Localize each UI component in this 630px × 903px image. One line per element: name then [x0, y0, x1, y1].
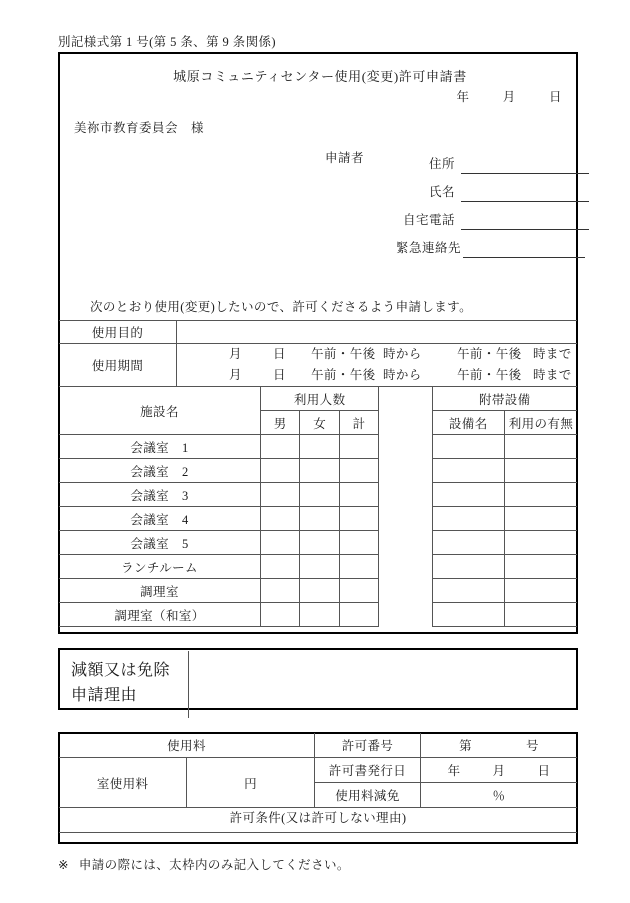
facility-total[interactable] — [339, 483, 378, 507]
facility-name: 調理室（和室） — [59, 603, 261, 627]
permit-number-value[interactable] — [421, 733, 578, 758]
spacer-cell — [379, 531, 432, 555]
note-mark-icon: ※ — [58, 858, 69, 872]
equipment-name[interactable] — [432, 435, 504, 459]
period2-ampm-to: 午前・午後 — [457, 368, 522, 382]
facility-female[interactable] — [300, 603, 339, 627]
applicant-address-input[interactable] — [461, 154, 589, 174]
facility-male[interactable] — [261, 531, 300, 555]
page-title: 城原コミュニティセンター使用(変更)許可申請書 — [173, 69, 467, 84]
header-equipment-name: 設備名 — [432, 411, 504, 435]
table-row — [59, 483, 577, 507]
conditions-row — [59, 808, 577, 833]
spacer-cell — [379, 483, 432, 507]
period2-day: 日 — [273, 368, 286, 382]
note-text: 申請の際には、太枠内のみ記入してください。 — [78, 858, 350, 872]
period1-day: 日 — [273, 347, 286, 361]
facility-total[interactable] — [339, 555, 378, 579]
fee-block — [58, 732, 578, 844]
reduction-label-line1: 減額又は免除 — [71, 662, 171, 679]
facility-name: 会議室 4 — [59, 507, 261, 531]
period-value[interactable] — [177, 344, 578, 387]
equipment-use[interactable] — [504, 579, 577, 603]
fee-reduction-value[interactable]: ％ — [421, 783, 578, 808]
header-equipment-use: 利用の有無 — [504, 411, 577, 435]
equipment-name[interactable] — [432, 507, 504, 531]
fee-header-row — [59, 733, 577, 758]
issue-year: 年 — [447, 764, 461, 778]
equipment-name[interactable] — [432, 579, 504, 603]
reduction-table — [59, 649, 577, 720]
applicant-section — [325, 146, 589, 258]
facility-female[interactable] — [300, 555, 339, 579]
facility-male[interactable] — [261, 483, 300, 507]
applicant-address-row — [387, 146, 589, 174]
applicant-emergency-label: 緊急連絡先 — [395, 241, 461, 255]
fee-reduction-label: 使用料減免 — [315, 783, 421, 808]
equipment-use[interactable] — [504, 435, 577, 459]
period1-ampm-to: 午前・午後 — [457, 347, 522, 361]
request-statement: 次のとおり使用(変更)したいので、許可くださるよう申請します。 — [90, 300, 472, 314]
applicant-name-label: 氏名 — [428, 185, 455, 199]
period-line-1 — [177, 344, 577, 365]
form-number: 別記様式第 1 号(第 5 条、第 9 条関係) — [58, 35, 276, 49]
equipment-use[interactable] — [504, 507, 577, 531]
date-year-label: 年 — [456, 90, 470, 104]
applicant-address-label: 住所 — [428, 157, 455, 171]
reduction-block — [58, 648, 578, 710]
period-line-2 — [177, 365, 577, 386]
equipment-name[interactable] — [432, 459, 504, 483]
facility-total[interactable] — [339, 435, 378, 459]
table-row — [59, 603, 577, 627]
period1-from: 時から — [383, 347, 422, 361]
spacer-column-cell — [379, 411, 432, 435]
equipment-name[interactable] — [432, 603, 504, 627]
period2-month: 月 — [229, 368, 242, 382]
yen-unit: 円 — [244, 776, 258, 791]
header-equipment-group: 附帯設備 — [432, 387, 577, 411]
period-label: 使用期間 — [59, 344, 177, 387]
permit-number-label: 許可番号 — [315, 733, 421, 758]
facility-female[interactable] — [300, 483, 339, 507]
addressee: 美祢市教育委員会 様 — [74, 121, 205, 135]
equipment-name[interactable] — [432, 531, 504, 555]
issue-day: 日 — [537, 764, 551, 778]
table-row — [59, 459, 577, 483]
period1-ampm-from: 午前・午後 — [311, 347, 376, 361]
header-male: 男 — [261, 411, 300, 435]
header-total: 計 — [339, 411, 378, 435]
applicant-name-row — [387, 174, 589, 202]
spacer-column — [379, 387, 432, 411]
date-month-label: 月 — [502, 90, 516, 104]
facility-name: ランチルーム — [59, 555, 261, 579]
fee-table — [59, 733, 577, 833]
facility-female[interactable] — [300, 531, 339, 555]
facility-male[interactable] — [261, 603, 300, 627]
facility-female[interactable] — [300, 459, 339, 483]
facility-female[interactable] — [300, 579, 339, 603]
reduction-label-line2: 申請理由 — [71, 687, 138, 704]
header-facility-name: 施設名 — [59, 387, 261, 435]
facility-name: 調理室 — [59, 579, 261, 603]
equipment-use[interactable] — [504, 483, 577, 507]
applicant-homephone-label: 自宅電話 — [402, 213, 455, 227]
facility-name: 会議室 1 — [59, 435, 261, 459]
facility-male[interactable] — [261, 435, 300, 459]
table-row — [59, 555, 577, 579]
purpose-row — [59, 321, 577, 344]
applicant-label: 申請者 — [325, 151, 365, 165]
equipment-use[interactable] — [504, 603, 577, 627]
spacer-cell — [379, 579, 432, 603]
table-row — [59, 435, 577, 459]
facility-female[interactable] — [300, 507, 339, 531]
spacer-cell — [379, 555, 432, 579]
spacer-cell — [379, 459, 432, 483]
table-row — [59, 579, 577, 603]
facility-total[interactable] — [339, 459, 378, 483]
equipment-name[interactable] — [432, 555, 504, 579]
purpose-label: 使用目的 — [59, 321, 177, 344]
facility-female[interactable] — [300, 435, 339, 459]
reduction-label — [61, 651, 189, 718]
applicant-emergency-input[interactable] — [463, 238, 585, 258]
permit-gou: 号 — [526, 739, 539, 753]
permit-conditions[interactable] — [59, 808, 577, 833]
issue-month: 月 — [492, 764, 506, 778]
spacer-cell — [379, 507, 432, 531]
footer-note — [58, 855, 350, 873]
period1-to: 時まで — [533, 347, 572, 361]
facility-total[interactable] — [339, 531, 378, 555]
applicant-homephone-row — [387, 202, 589, 230]
period2-ampm-from: 午前・午後 — [311, 368, 376, 382]
facility-header-row-1 — [59, 387, 577, 411]
date-day-label: 日 — [548, 90, 562, 104]
permit-conditions-label: 許可条件(又は許可しない理由) — [229, 811, 407, 825]
header-attendance: 利用人数 — [261, 387, 379, 411]
issue-date-label: 許可書発行日 — [315, 758, 421, 783]
room-fee-label: 室使用料 — [59, 758, 187, 808]
period2-to: 時まで — [533, 368, 572, 382]
equipment-use[interactable] — [504, 531, 577, 555]
facility-total[interactable] — [339, 579, 378, 603]
facility-total[interactable] — [339, 603, 378, 627]
facility-male[interactable] — [261, 507, 300, 531]
facility-male[interactable] — [261, 459, 300, 483]
period2-from: 時から — [383, 368, 422, 382]
issue-date-value[interactable] — [421, 758, 578, 783]
applicant-homephone-input[interactable] — [461, 210, 589, 230]
applicant-emergency-row — [387, 230, 589, 258]
facility-total[interactable] — [339, 507, 378, 531]
period-row — [59, 344, 577, 387]
equipment-use[interactable] — [504, 459, 577, 483]
usage-fee-header: 使用料 — [59, 733, 315, 758]
application-date — [456, 87, 562, 105]
spacer-cell — [379, 603, 432, 627]
permit-dai: 第 — [459, 739, 472, 753]
reduction-row — [61, 651, 575, 718]
facility-name: 会議室 2 — [59, 459, 261, 483]
main-form-block — [58, 52, 578, 634]
facility-name: 会議室 3 — [59, 483, 261, 507]
table-row — [59, 531, 577, 555]
facility-male[interactable] — [261, 555, 300, 579]
facility-male[interactable] — [261, 579, 300, 603]
usage-info-table — [59, 320, 577, 387]
period1-month: 月 — [229, 347, 242, 361]
facility-table — [59, 386, 577, 627]
room-fee-row — [59, 758, 577, 783]
applicant-name-input[interactable] — [461, 182, 589, 202]
equipment-name[interactable] — [432, 483, 504, 507]
room-fee-value[interactable] — [187, 758, 315, 808]
header-female: 女 — [300, 411, 339, 435]
reduction-value[interactable] — [191, 651, 575, 718]
spacer-cell — [379, 435, 432, 459]
facility-name: 会議室 5 — [59, 531, 261, 555]
table-row — [59, 507, 577, 531]
equipment-use[interactable] — [504, 555, 577, 579]
applicant-fields — [387, 146, 589, 258]
purpose-value[interactable] — [177, 321, 578, 344]
